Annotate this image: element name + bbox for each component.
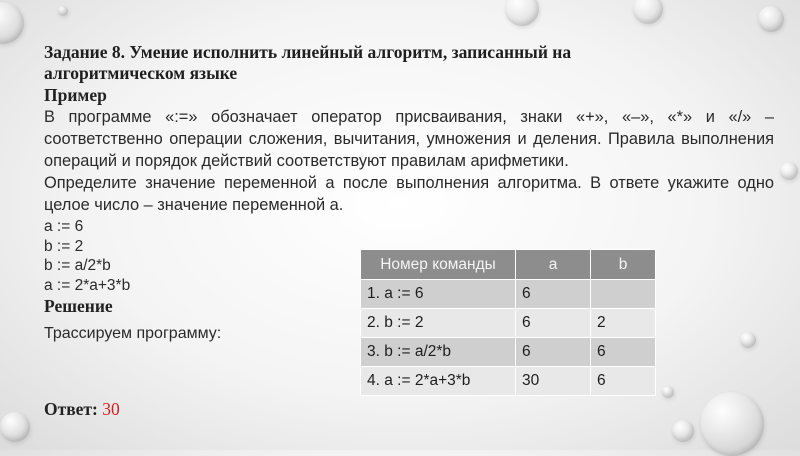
water-drop-decoration [662, 386, 674, 398]
table-cell-a: 6 [516, 280, 591, 309]
table-header-row [361, 250, 656, 280]
table-cell-command: 2. b := 2 [361, 309, 516, 338]
answer-label: Ответ [44, 399, 93, 419]
example-heading: Пример [44, 85, 107, 105]
table-row [361, 367, 656, 396]
table-cell-command: 1. a := 6 [361, 280, 516, 309]
task-paragraph-2: Определите значение переменной а после выполнения алгоритма. В ответе укажите одно целое число – значение переменной а. [44, 174, 774, 214]
table-cell-b: 2 [591, 309, 656, 338]
table-cell-b: 6 [591, 367, 656, 396]
table-cell-b [591, 280, 656, 309]
table-row [361, 280, 656, 309]
trace-table [360, 249, 656, 396]
water-drop-decoration [505, 0, 539, 26]
water-drop-decoration [633, 0, 663, 24]
table-cell-command: 4. a := 2*a+3*b [361, 367, 516, 396]
task-paragraph-1: В программе «:=» обозначает оператор присваивания, знаки «+», «–», «*» и «/» – соответственно операции сложения, вычитания, умножения и деления. Правила выполнения операций и порядок действий соответствуют правилам арифметики. [44, 108, 774, 170]
table-cell-command: 3. b := a/2*b [361, 338, 516, 367]
table-header-command: Номер команды [361, 250, 516, 280]
table-row [361, 309, 656, 338]
table-header-a: a [516, 250, 591, 280]
title-line-2: алгоритмическом языке [44, 63, 238, 83]
water-drop-decoration [758, 6, 784, 32]
water-drop-decoration [672, 420, 694, 442]
table-cell-b: 6 [591, 338, 656, 367]
water-drop-decoration [0, 412, 30, 442]
title-line-1: Задание 8. Умение исполнить линейный алгоритм, записанный на [44, 42, 572, 62]
trace-text: Трассируем программу: [44, 325, 222, 342]
answer-value: 30 [102, 399, 120, 419]
answer-line [44, 399, 120, 420]
slide-title [44, 42, 774, 84]
code-line: a := 2*a+3*b [44, 276, 131, 294]
water-drop-decoration [700, 392, 764, 456]
table-row [361, 338, 656, 367]
code-line: b := 2 [44, 237, 84, 255]
solution-heading: Решение [44, 296, 113, 316]
table-cell-a: 6 [516, 338, 591, 367]
water-drop-decoration [58, 6, 68, 16]
answer-separator: : [92, 399, 103, 419]
water-drop-decoration [0, 2, 24, 44]
code-line: b := a/2*b [44, 257, 111, 274]
water-drop-decoration [780, 162, 798, 180]
code-line: a := 6 [44, 218, 84, 235]
table-cell-a: 30 [516, 367, 591, 396]
table-header-b: b [591, 250, 656, 280]
table-cell-a: 6 [516, 309, 591, 338]
